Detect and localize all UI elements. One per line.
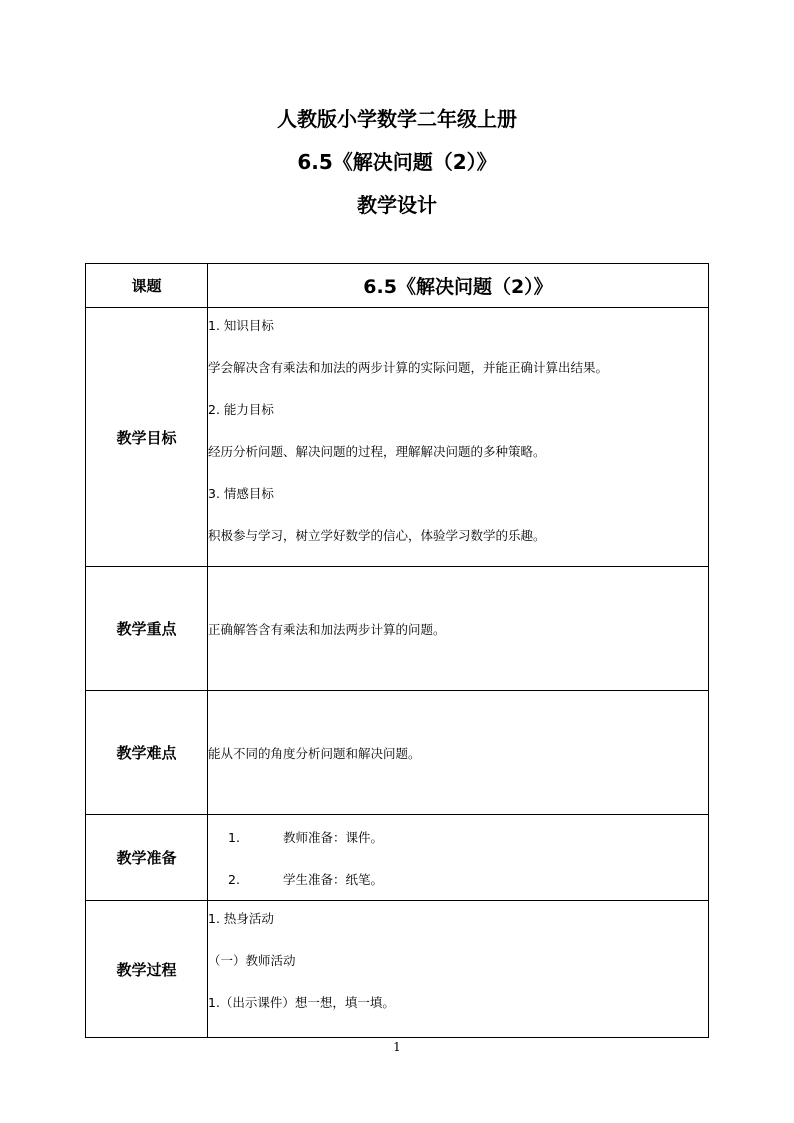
topic-value: 6.5《解决问题（2）》: [208, 264, 709, 308]
list-item-number: 1.: [228, 829, 240, 845]
difficulties-label: 教学难点: [86, 691, 208, 815]
preparation-content: [208, 815, 709, 901]
table-row-preparation: [86, 815, 709, 901]
process-label: 教学过程: [86, 901, 208, 1038]
lesson-title: 6.5《解决问题（2）》: [297, 150, 497, 174]
goal-heading-knowledge: 1. 知识目标: [208, 318, 274, 333]
key-points-label: 教学重点: [86, 567, 208, 691]
list-item: [208, 828, 708, 848]
process-step-warmup: 1. 热身活动: [208, 911, 274, 926]
goals-label: 教学目标: [86, 308, 208, 567]
lesson-plan-table: [85, 263, 709, 1038]
table-row-key-points: [86, 567, 709, 691]
process-content: [208, 901, 709, 1038]
goal-text-emotion: 积极参与学习，树立学好数学的信心，体验学习数学的乐趣。: [208, 528, 546, 543]
document-title: 人教版小学数学二年级上册: [277, 107, 517, 131]
page-number: 1: [393, 1040, 401, 1054]
difficulties-value: 能从不同的角度分析问题和解决问题。: [208, 691, 709, 815]
list-item-text: 教师准备：课件。: [283, 829, 384, 845]
topic-label: 课题: [86, 264, 208, 308]
process-step-exercise: 1.（出示课件）想一想，填一填。: [208, 995, 395, 1010]
list-item-text: 学生准备：纸笔。: [283, 871, 384, 887]
preparation-label: 教学准备: [86, 815, 208, 901]
goal-heading-ability: 2. 能力目标: [208, 402, 274, 417]
goals-content: [208, 308, 709, 567]
key-points-value: 正确解答含有乘法和加法两步计算的问题。: [208, 567, 709, 691]
list-item: [208, 870, 708, 890]
goal-text-knowledge: 学会解决含有乘法和加法的两步计算的实际问题，并能正确计算出结果。: [208, 360, 609, 375]
table-row-goals: [86, 308, 709, 567]
process-step-teacher: （一）教师活动: [208, 953, 296, 968]
goal-text-ability: 经历分析问题、解决问题的过程，理解解决问题的多种策略。: [208, 444, 546, 459]
document-subtitle: 教学设计: [357, 193, 437, 217]
goal-heading-emotion: 3. 情感目标: [208, 486, 274, 501]
table-row-difficulties: [86, 691, 709, 815]
table-row-process: [86, 901, 709, 1038]
list-item-number: 2.: [228, 871, 240, 887]
table-row-topic: [86, 264, 709, 308]
